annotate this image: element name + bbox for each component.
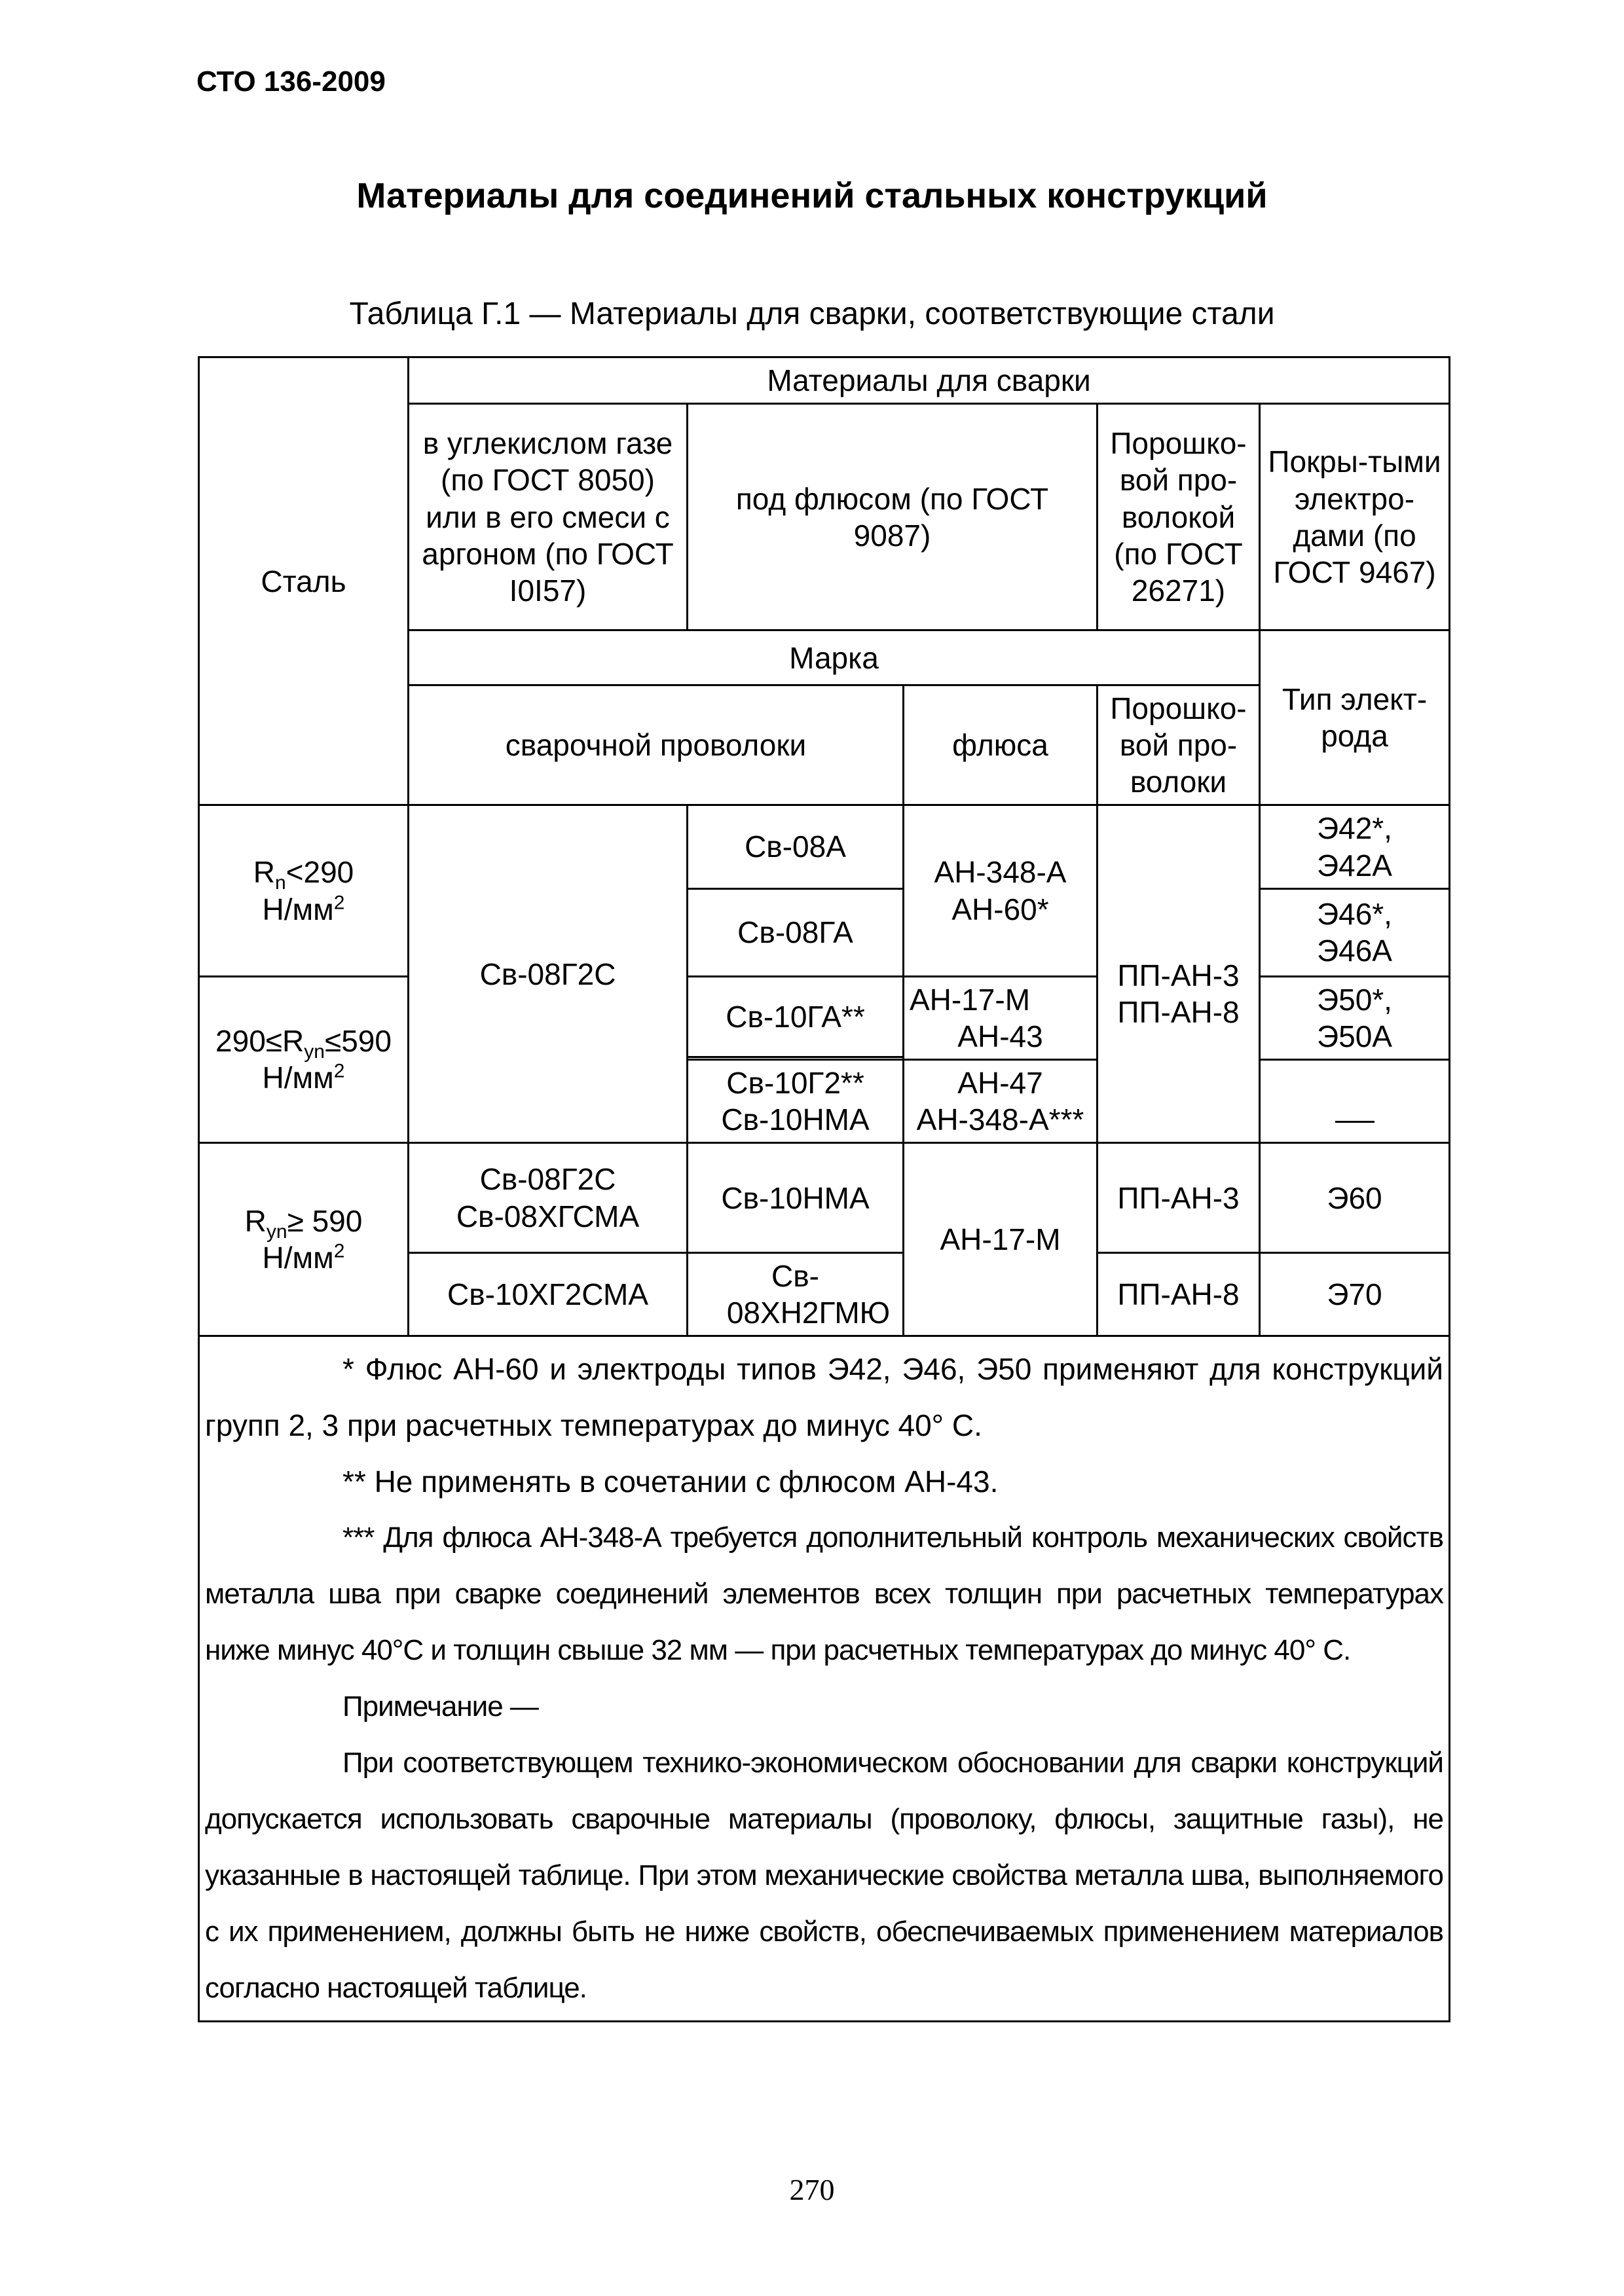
- header-under-flux: под флюсом (по ГОСТ 9087): [688, 404, 1098, 630]
- electrode-e70: Э70: [1260, 1253, 1450, 1336]
- co2-wire-group-3: Св-08Г2С Св-08ХГСМА: [409, 1143, 688, 1253]
- page-number: 270: [789, 2173, 835, 2206]
- electrode-e50: Э50*, Э50А: [1260, 976, 1450, 1059]
- note-2: ** Не применять в сочетании с флюсом АН-43.: [342, 1465, 999, 1499]
- header-powder-wire-mark: Порошко-вой про-волоки: [1098, 685, 1260, 805]
- electrode-e60: Э60: [1260, 1143, 1450, 1253]
- note-4: При соответствующем технико-экономическом обосновании для сварки конструкций допускается использовать сварочные материалы (проволоку, флюсы, защитные газы), не указанные в настоящей таблице. При этом механические свойства металла шва, выполняемого с их применением, должны быть не ниже свойств, обеспечиваемых применением материалов согласно настоящей таблице.: [205, 1747, 1444, 2005]
- powder-pp-an-3: ПП-АН-3: [1098, 1143, 1260, 1253]
- table-notes: [199, 1336, 1450, 2022]
- header-steel: Сталь: [199, 357, 409, 805]
- header-materials: Материалы для сварки: [409, 357, 1450, 404]
- flux-group-2: АН-17-М АН-43: [904, 976, 1098, 1059]
- co2-wire-sv-10hg2sma: Св-10ХГ2СМА: [409, 1253, 688, 1336]
- electrode-dash: [1260, 1059, 1450, 1142]
- steel-class-2: $290\le R_{yn}\le 590$ $Н/мм^2$: [199, 976, 409, 1142]
- wire-sv-10nma: Св-10НМА: [688, 1143, 904, 1253]
- powder-wire-group: ПП-АН-3 ПП-АН-8: [1098, 805, 1260, 1143]
- steel-class-1: $R_n<290$ $Н/мм^2$: [199, 805, 409, 976]
- flux-group-3: АН-17-М: [904, 1143, 1098, 1336]
- note-3: *** Для флюса АН-348-А требуется дополнительный контроль механических свойств металла шва при сварке соединений элементов всех толщин при расчетных температурах ниже минус 40°С и толщин свыше 32 мм — при расчетных температурах до минус 40° С.: [205, 1522, 1444, 1667]
- document-code: СТО 136-2009: [196, 65, 386, 98]
- header-flux-mark: флюса: [904, 685, 1098, 805]
- co2-wire-cell: Св-08Г2С: [409, 805, 688, 1143]
- wire-sv-08ga: Св-08ГА: [688, 888, 904, 976]
- steel-class-3: $R_{yn}\ge 590$ $Н/мм^2$: [199, 1143, 409, 1336]
- header-welding-wire: сварочной проволоки: [409, 685, 904, 805]
- header-mark: Марка: [409, 630, 1260, 685]
- wire-sv-10g2: Св-10Г2** Св-10НМА: [688, 1059, 904, 1142]
- header-coated-electrodes: Покры-тыми электро-дами (по ГОСТ 9467): [1260, 404, 1450, 630]
- header-electrode-type: Тип элект-рода: [1260, 630, 1450, 805]
- header-co2-gas: в углекислом газе (по ГОСТ 8050) или в его смеси с аргоном (по ГОСТ I0I57): [409, 404, 688, 630]
- page-title: Материалы для соединений стальных конструкций: [356, 176, 1268, 215]
- dash-mark: [1335, 1121, 1375, 1123]
- wire-sv-10ga: Св-10ГА**: [688, 976, 904, 1057]
- header-powder-wire: Порошко-вой про-волокой (по ГОСТ 26271): [1098, 404, 1260, 630]
- electrode-e42: Э42*, Э42А: [1260, 805, 1450, 888]
- note-label: Примечание —: [342, 1690, 538, 1723]
- table-caption: Таблица Г.1 — Материалы для сварки, соответствующие стали: [349, 297, 1275, 331]
- wire-sv-08hn2gmyu: Св- 08ХН2ГМЮ: [688, 1253, 904, 1336]
- wire-sv-08a: Св-08А: [688, 805, 904, 888]
- electrode-e46: Э46*, Э46А: [1260, 888, 1450, 976]
- flux-group-1: АН-348-А АН-60*: [904, 805, 1098, 976]
- powder-pp-an-8: ПП-АН-8: [1098, 1253, 1260, 1336]
- note-1: * Флюс АН-60 и электроды типов Э42, Э46, Э50 применяют для конструкций групп 2, 3 при расчетных температурах до минус 40° С.: [205, 1352, 1444, 1443]
- welding-materials-table: [198, 356, 1450, 2022]
- flux-group-2b: АН-47 АН-348-А***: [904, 1059, 1098, 1142]
